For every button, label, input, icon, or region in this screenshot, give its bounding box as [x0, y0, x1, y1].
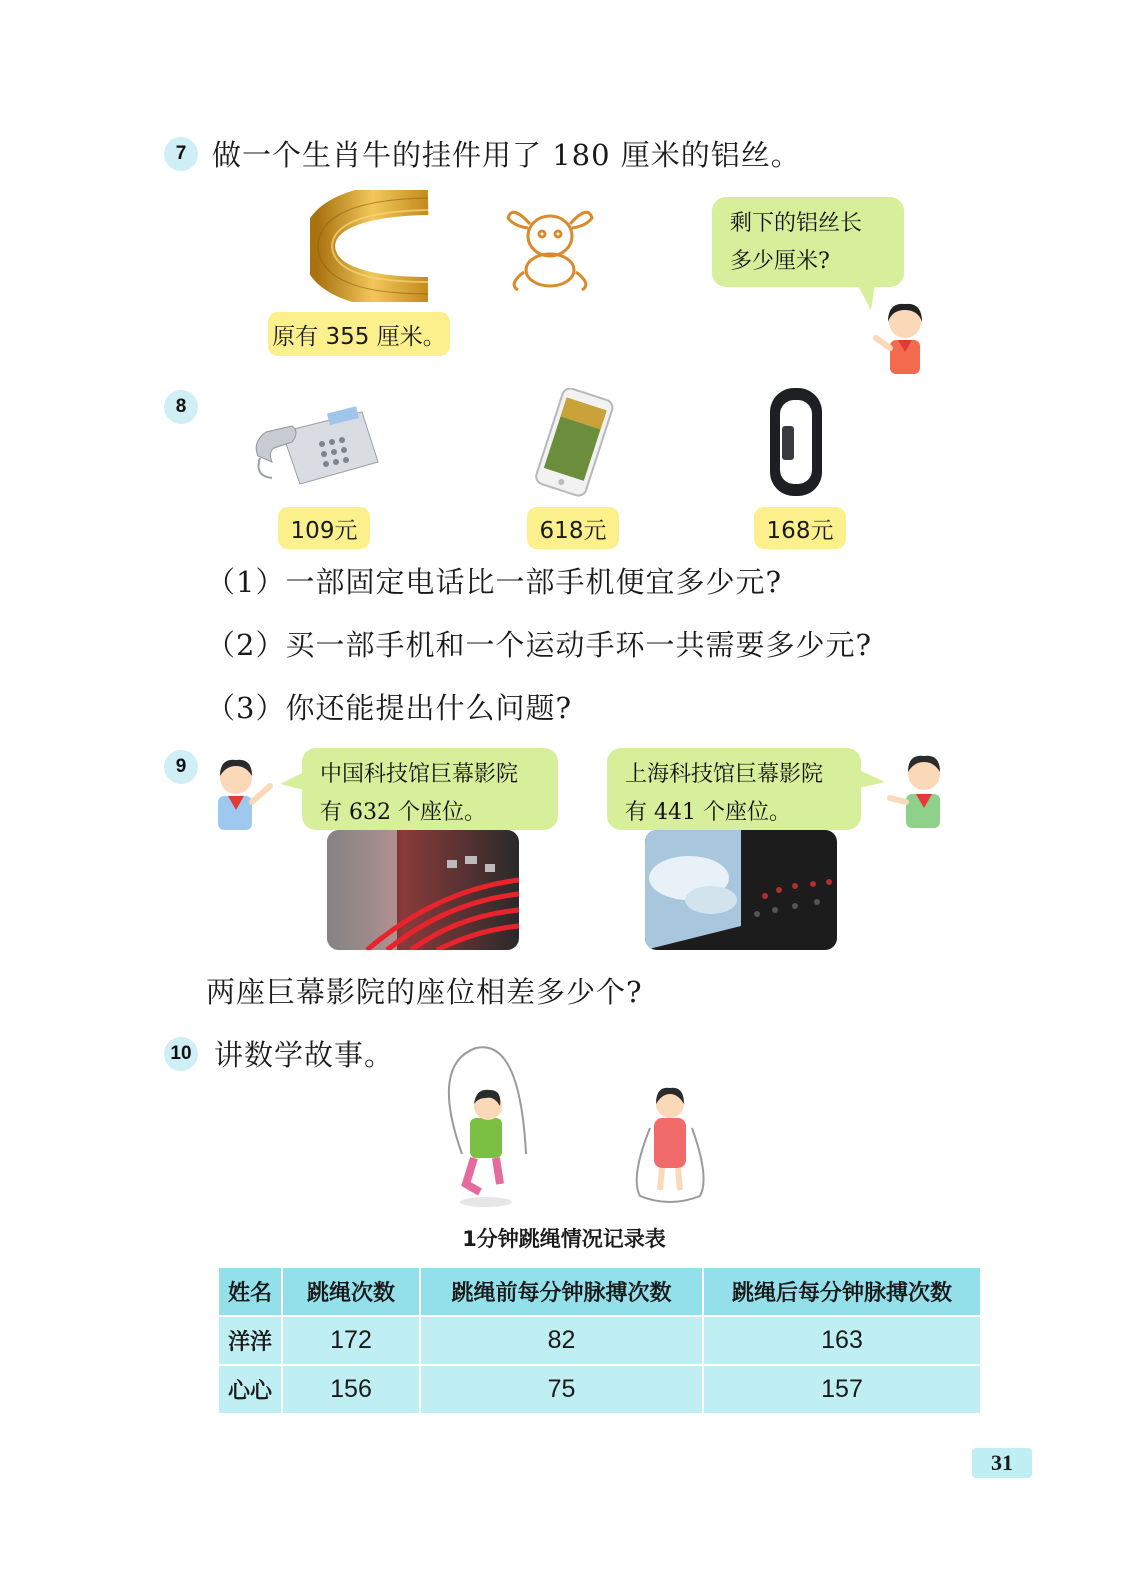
- table-cell: 172: [283, 1317, 419, 1364]
- header-cell: 跳绳次数: [283, 1268, 419, 1315]
- rope-jumping-record-table: [217, 1266, 982, 1415]
- speech-bubble-shanghai-theater: [607, 748, 861, 830]
- bubble-line: 多少厘米?: [730, 249, 830, 274]
- table-cell: 洋洋: [219, 1317, 281, 1364]
- table-cell: 156: [283, 1366, 419, 1413]
- header-cell: 跳绳前每分钟脉搏次数: [421, 1268, 702, 1315]
- shanghai-imax-theater-photo: [645, 830, 837, 950]
- sub-question-1: （1）一部固定电话比一部手机便宜多少元?: [206, 565, 782, 599]
- wire-ox-pendant-image: [500, 196, 600, 294]
- sub-question-3: （3）你还能提出什么问题?: [206, 691, 572, 725]
- table-title: 1分钟跳绳情况记录表: [462, 1227, 666, 1251]
- speech-bubble-wire-question: [712, 197, 904, 287]
- boy-character-right-image: [882, 748, 954, 828]
- question-10-text: 讲数学故事。: [214, 1038, 395, 1072]
- bubble-line: 中国科技馆巨幕影院: [320, 762, 519, 787]
- aluminum-wire-coil-image: [310, 190, 430, 302]
- question-number-7: 7: [164, 137, 198, 171]
- table-header-row: [219, 1268, 980, 1315]
- original-length-tag: 原有 355 厘米。: [268, 312, 450, 356]
- price-tag-mobile-phone: 618元: [527, 507, 619, 549]
- question-number-10: 10: [164, 1037, 198, 1071]
- table-cell: 心心: [219, 1366, 281, 1413]
- question-7-text: 做一个生肖牛的挂件用了 180 厘米的铝丝。: [212, 138, 801, 172]
- page-number: 31: [972, 1448, 1032, 1478]
- bubble-line: 有 441 个座位。: [625, 800, 791, 825]
- speech-bubble-tail: [280, 772, 304, 792]
- header-cell: 姓名: [219, 1268, 281, 1315]
- boy-character-left-image: [206, 752, 282, 830]
- table-cell: 163: [704, 1317, 980, 1364]
- girl-character-image: [868, 296, 938, 376]
- fitness-band-image: [760, 386, 832, 498]
- mobile-phone-image: [526, 388, 622, 498]
- beijing-imax-theater-photo: [327, 830, 519, 950]
- girl-jumping-rope-left-image: [436, 1044, 536, 1208]
- question-number-8: 8: [164, 390, 198, 424]
- table-row: [219, 1317, 980, 1364]
- bubble-line: 上海科技馆巨幕影院: [625, 762, 824, 787]
- speech-bubble-beijing-theater: [302, 748, 558, 830]
- table-row: [219, 1366, 980, 1413]
- desk-telephone-image: [252, 392, 382, 492]
- price-tag-telephone: 109元: [278, 507, 370, 549]
- girl-jumping-rope-right-image: [630, 1078, 710, 1208]
- question-9-text: 两座巨幕影院的座位相差多少个?: [206, 975, 643, 1009]
- sub-question-2: （2）买一部手机和一个运动手环一共需要多少元?: [206, 628, 872, 662]
- header-cell: 跳绳后每分钟脉搏次数: [704, 1268, 980, 1315]
- question-number-9: 9: [164, 750, 198, 784]
- table-cell: 82: [421, 1317, 702, 1364]
- bubble-line: 有 632 个座位。: [320, 800, 486, 825]
- table-cell: 75: [421, 1366, 702, 1413]
- bubble-line: 剩下的铝丝长: [730, 211, 863, 236]
- price-tag-fitness-band: 168元: [754, 507, 846, 549]
- table-cell: 157: [704, 1366, 980, 1413]
